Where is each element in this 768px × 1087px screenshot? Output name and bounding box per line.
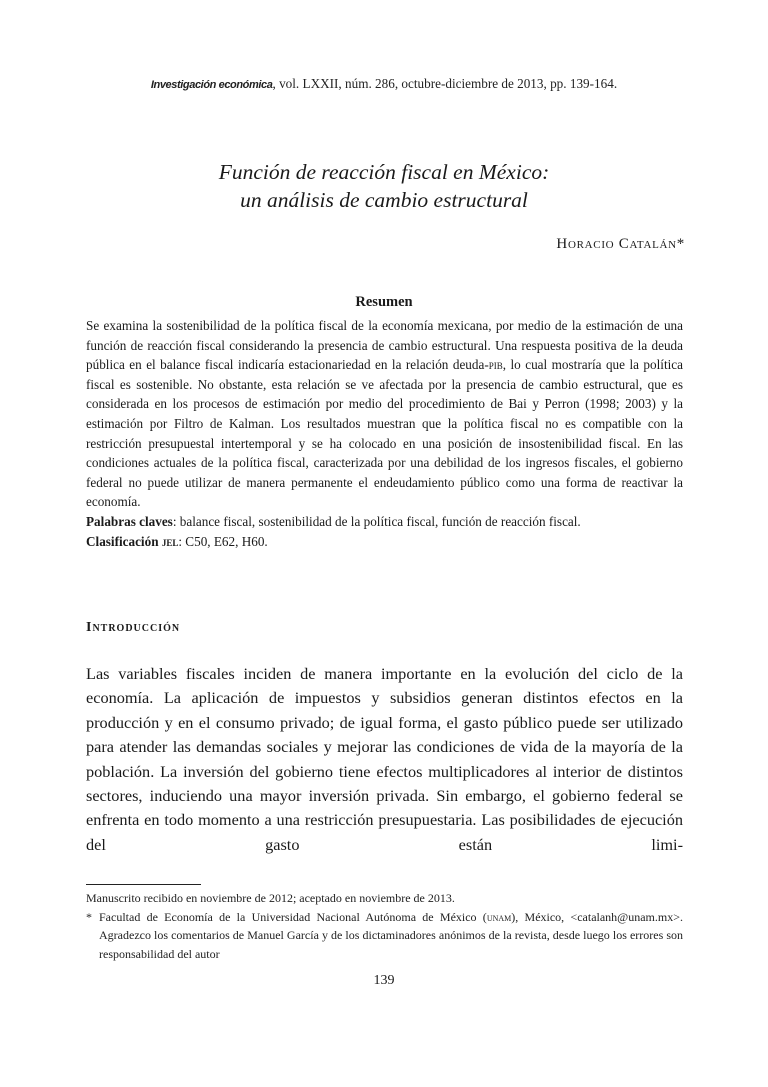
received-note: Manuscrito recibido en noviembre de 2012; aceptado en noviembre de 2013. <box>86 891 455 905</box>
keywords-label: Palabras claves <box>86 513 173 529</box>
affiliation-part-1: Facultad de Economía de la Universidad Nacional Autónoma de México ( <box>99 909 487 924</box>
title-line-1: Función de reacción fiscal en México: <box>218 160 550 184</box>
footnote-star-mark: * <box>86 909 92 924</box>
article-title <box>0 158 768 214</box>
classification-label: Clasificación <box>86 533 159 549</box>
introduction-body <box>86 662 683 857</box>
classification-line <box>86 532 683 552</box>
classification-value: : C50, E62, H60. <box>178 533 268 549</box>
affiliation-note <box>86 908 683 964</box>
citation-details: , vol. LXXII, núm. 286, octubre-diciembre de 2013, pp. 139-164. <box>272 76 618 91</box>
keywords-line <box>86 512 683 532</box>
abstract-paragraph <box>86 316 683 512</box>
abstract-heading: Resumen <box>355 294 413 310</box>
abstract <box>86 316 683 551</box>
footnote-divider <box>86 884 201 885</box>
page-number: 139 <box>373 973 395 988</box>
abstract-pib-abbrev: pib <box>488 357 503 373</box>
affiliation-text <box>99 908 683 964</box>
affiliation-unam: unam <box>486 909 512 924</box>
abstract-text-part-1: Se examina la sostenibilidad de la política fiscal de la economía mexicana, por medio de la estimación de una función de reacción fiscal considerando la presencia de cambio estructural. Una respuesta positiva de la deuda pública en el balance fiscal indicaría estacionariedad en la relación deuda- <box>86 318 683 373</box>
keywords-value: : balance fiscal, sostenibilidad de la política fiscal, función de reacción fiscal. <box>172 513 581 529</box>
introduction-paragraph: Las variables fiscales inciden de manera importante en la evolución del ciclo de la economía. La aplicación de impuestos y subsidios generan distintos efectos en la producción y en el consumo privado; de igual forma, el gasto público puede ser utilizado para atender las demandas sociales y mejorar las condiciones de vida de la mayoría de la población. La inversión del gobierno tiene efectos multiplicadores al interior de distintos sectores, induciendo una mayor inversión privada. Sin embargo, el gobierno federal se enfrenta en todo momento a una restricción presupuestaria. Las posibilidades de ejecución del gasto están limi- <box>86 664 683 854</box>
journal-name: Investigación económica <box>150 79 273 91</box>
classification-jel: jel <box>161 533 179 549</box>
affiliation-part-2: ), México, <catalanh@unam.mx>. Agradezco los comentarios de Manuel García y de los dictaminadores anónimos de la revista, desde luego los errores son responsabilidad del autor <box>99 909 683 961</box>
footnotes <box>86 889 683 963</box>
running-header <box>0 76 768 92</box>
title-line-2: un análisis de cambio estructural <box>240 188 528 212</box>
section-heading: Introducción <box>86 620 181 635</box>
author-name: Horacio Catalán* <box>556 236 685 252</box>
abstract-text-part-2: , lo cual mostraría que la política fiscal es sostenible. No obstante, esta relación se ve afectada por la presencia de cambio estructural, que es considerada en los procesos de estimación por medio del procedimiento de Bai y Perron (1998; 2003) y la estimación por Filtro de Kalman. Los resultados muestran que la política fiscal no es compatible con la restricción presupuestal intertemporal y se ha colocado en una posición de insostenibilidad fiscal. En las condiciones actuales de la política fiscal, caracterizada por una debilidad de los ingresos fiscales, el gobierno federal no puede utilizar de manera permanente el endeudamiento público como una forma de reactivar la economía. <box>86 357 683 510</box>
